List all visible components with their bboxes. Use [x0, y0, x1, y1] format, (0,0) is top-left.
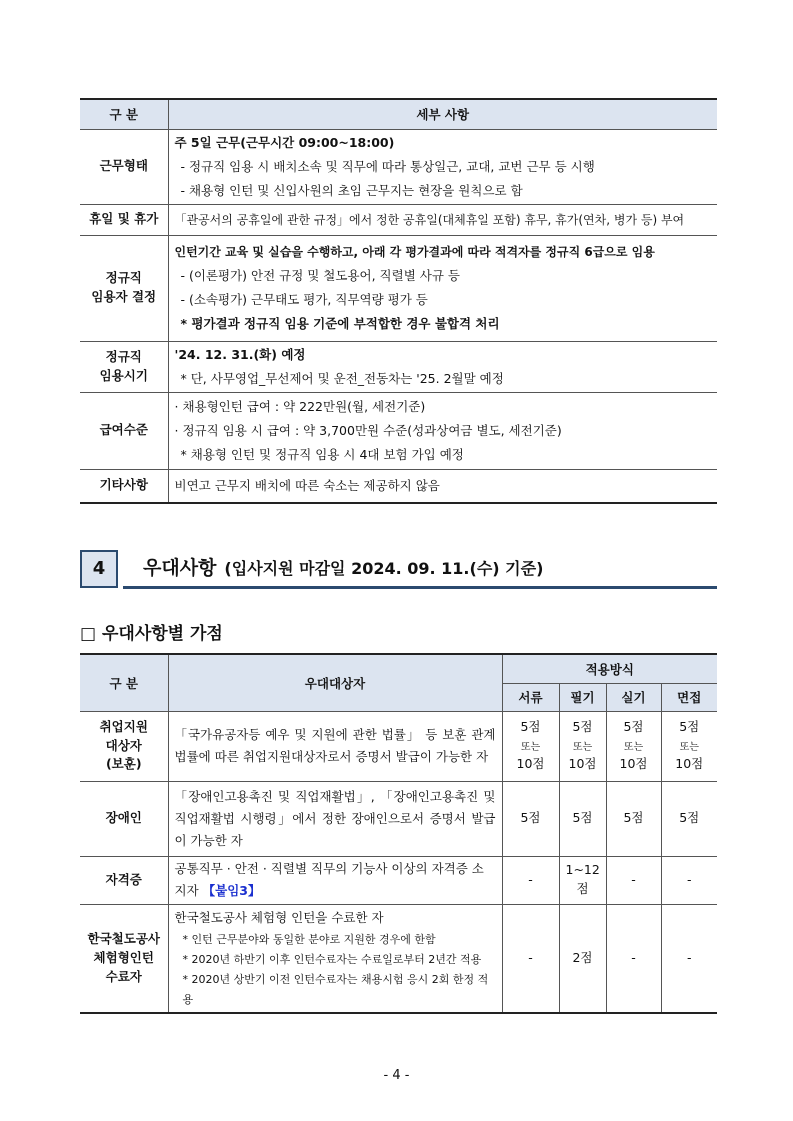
points-cell: 5점: [661, 781, 717, 856]
row-label: 정규직 임용시기: [80, 341, 168, 392]
points-cell: 5점 또는 10점: [559, 711, 606, 781]
detail-line: - (이론평가) 안전 규정 및 철도용어, 직렬별 사규 등: [180, 268, 460, 283]
points-cell: 5점 또는 10점: [502, 711, 559, 781]
header-practical: 실기: [606, 683, 661, 711]
points-cell: -: [661, 904, 717, 1013]
section-underline: [123, 586, 717, 589]
table-row: [80, 469, 717, 503]
points-cell: 5점: [606, 781, 661, 856]
table-row: [80, 235, 717, 341]
table-row: [80, 392, 717, 469]
header-details: 세부 사항: [168, 99, 717, 129]
detail-line: 「관공서의 공휴일에 관한 규정」에서 정한 공휴일(대체휴일 포함) 휴무, 휴가(연차, 병가 등) 부여: [174, 212, 685, 227]
target-description: 「국가유공자등 예우 및 지원에 관한 법률」 등 보훈 관계 법률에 따른 취업지원대상자로서 증명서 발급이 가능한 자: [168, 711, 502, 781]
employment-conditions-table: [80, 98, 717, 504]
table-row: [80, 856, 717, 904]
row-label: 정규직 임용자 결정: [80, 235, 168, 341]
page-number: - 4 -: [383, 1068, 410, 1083]
row-label: 급여수준: [80, 392, 168, 469]
points-cell: -: [502, 856, 559, 904]
section-number: 4: [80, 550, 118, 588]
detail-line: - (소속평가) 근무태도 평가, 직무역량 평가 등: [180, 292, 428, 307]
row-label: 근무형태: [80, 129, 168, 204]
points-cell: 2점: [559, 904, 606, 1013]
row-label: 장애인: [80, 781, 168, 856]
header-category: 구 분: [80, 99, 168, 129]
header-method: 적용방식: [502, 654, 717, 683]
points-cell: -: [661, 856, 717, 904]
points-cell: 5점 또는 10점: [606, 711, 661, 781]
table-row: [80, 904, 717, 1013]
detail-line: · 채용형인턴 급여 : 약 222만원(월, 세전기준): [174, 398, 426, 414]
header-target: 우대대상자: [168, 654, 502, 711]
table-row: [80, 781, 717, 856]
detail-line: 주 5일 근무(근무시간 09:00~18:00): [174, 134, 395, 150]
row-label: 자격증: [80, 856, 168, 904]
points-cell: 5점: [559, 781, 606, 856]
points-cell: -: [606, 904, 661, 1013]
table-row: [80, 711, 717, 781]
row-label: 휴일 및 휴가: [80, 204, 168, 235]
detail-line: 인턴기간 교육 및 실습을 수행하고, 아래 각 평가결과에 따라 적격자를 정규직 6급으로 임용: [174, 245, 655, 259]
target-description: 「장애인고용촉진 및 직업재활법」, 「장애인고용촉진 및 직업재활법 시행령」에서 정한 장애인으로서 증명서 발급이 가능한 자: [168, 781, 502, 856]
section-title-text: 우대사항: [143, 557, 217, 579]
table-row: [80, 341, 717, 392]
detail-line: '24. 12. 31.(화) 예정: [174, 346, 306, 362]
target-description: 한국철도공사 체험형 인턴을 수료한 자 * 인턴 근무분야와 동일한 분야로 지원한 경우에 한함 * 2020년 하반기 이후 인턴수료자는 수료일로부터 2년간 적용 * 2020년 상반기 이전 인턴수료자는 채용시험 응시 2회 한정 적용: [168, 904, 502, 1013]
target-description: 공통직무 · 안전 · 직렬별 직무의 기능사 이상의 자격증 소지자 【붙임3】: [168, 856, 502, 904]
points-cell: 1~12점: [559, 856, 606, 904]
header-documents: 서류: [502, 683, 559, 711]
attachment-link[interactable]: 【붙임3】: [202, 883, 261, 898]
section-subtitle: (입사지원 마감일 2024. 09. 11.(수) 기준): [224, 559, 544, 578]
preference-points-table: [80, 653, 717, 1014]
detail-line: · 정규직 임용 시 급여 : 약 3,700만원 수준(성과상여금 별도, 세전기준): [174, 422, 562, 438]
detail-line: * 평가결과 정규직 임용 기준에 부적합한 경우 불합격 처리: [180, 316, 500, 331]
header-interview: 면접: [661, 683, 717, 711]
row-label: 취업지원 대상자 (보훈): [80, 711, 168, 781]
header-written: 필기: [559, 683, 606, 711]
detail-line: - 정규직 임용 시 배치소속 및 직무에 따라 통상일근, 교대, 교번 근무 등 시행: [180, 158, 595, 174]
detail-line: - 채용형 인턴 및 신입사원의 초임 근무지는 현장을 원칙으로 함: [180, 182, 523, 198]
points-cell: 5점: [502, 781, 559, 856]
header-category: 구 분: [80, 654, 168, 711]
subheading: □ 우대사항별 가점: [80, 624, 223, 644]
points-cell: -: [502, 904, 559, 1013]
detail-line: * 채용형 인턴 및 정규직 임용 시 4대 보험 가입 예정: [180, 446, 464, 462]
row-label: 한국철도공사 체험형인턴 수료자: [80, 904, 168, 1013]
table-row: [80, 204, 717, 235]
detail-line: 비연고 근무지 배치에 따른 숙소는 제공하지 않음: [174, 477, 440, 493]
row-label: 기타사항: [80, 469, 168, 503]
points-cell: -: [606, 856, 661, 904]
points-cell: 5점 또는 10점: [661, 711, 717, 781]
section-title: [143, 553, 543, 580]
detail-line: * 단, 사무영업_무선제어 및 운전_전동차는 '25. 2월말 예정: [180, 370, 504, 386]
table-row: [80, 129, 717, 204]
